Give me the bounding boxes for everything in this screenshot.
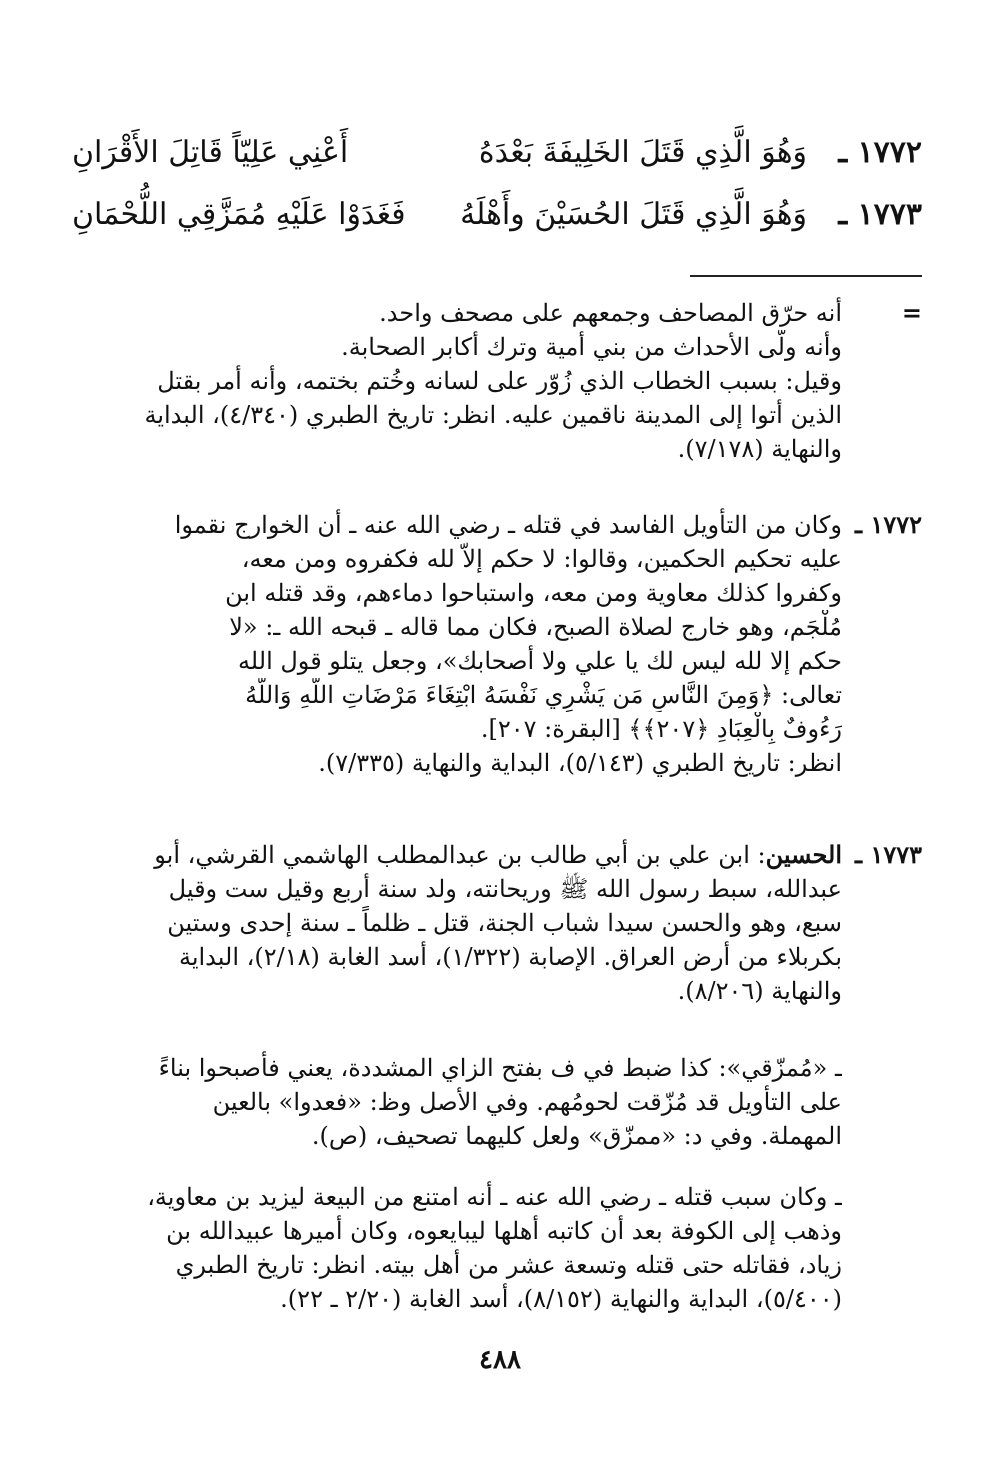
footnote-line: سبع، وهو والحسن سيدا شباب الجنة، قتل ـ ظلماً ـ سنة إحدى وستين — [167, 909, 842, 937]
footnote-line: زياد، فقاتله حتى قتله وتسعة عشر من أهل بيته. انظر: تاريخ الطبري — [175, 1251, 842, 1279]
footnote-body — [74, 296, 842, 466]
verse-first-hemistich: وَهُوَ الَّذِي قَتَلَ الخَلِيفَةَ بَعْدَهُ — [478, 135, 807, 170]
verse-number: ١٧٧٢ ـ — [838, 135, 922, 170]
footnote-term: الحسين — [765, 840, 842, 869]
verse-number: ١٧٧٣ ـ — [838, 197, 922, 232]
footnote-line: بكربلاء من أرض العراق. الإصابة (١/٣٢٢)، أسد الغابة (٢/١٨)، البداية — [178, 943, 842, 971]
footnote — [74, 508, 922, 780]
footnote-line: والنهاية (٨/٢٠٦). — [677, 977, 842, 1005]
footnote-body — [74, 508, 842, 780]
footnote-line: (٥/٤٠٠)، البداية والنهاية (٨/١٥٢)، أسد الغابة (٢/٢٠ ـ ٢٢). — [280, 1285, 842, 1313]
footnote-separator — [690, 275, 922, 277]
footnote-line: وكان من التأويل الفاسد في قتله ـ رضي الله عنه ـ أن الخوارج نقموا — [174, 511, 842, 539]
footnote-body — [74, 1051, 842, 1153]
footnote-line: مُلْجَم، وهو خارج لصلاة الصبح، فكان مما قاله ـ قبحه الله ـ: «لا — [229, 613, 842, 641]
verse-line — [72, 190, 922, 240]
footnote-body — [74, 838, 842, 1008]
footnote-line: على التأويل قد مُزّقت لحومُهم. وفي الأصل وظ: «فعدوا» بالعين — [212, 1088, 842, 1116]
footnote-line: والنهاية (٧/١٧٨). — [677, 435, 842, 463]
footnote-line: رَءُوفٌ بِالْعِبَادِ ﴿٢٠٧﴾﴾ [البقرة: ٢٠٧]. — [480, 715, 842, 743]
footnote-number: ١٧٧٣ ـ — [855, 840, 922, 869]
verse-line — [72, 128, 922, 178]
footnote-line: وذهب إلى الكوفة بعد أن كاتبه أهلها ليبايعوه، وكان أميرها عبيدالله بن — [166, 1217, 842, 1245]
footnote-line: انظر: تاريخ الطبري (٥/١٤٣)، البداية والنهاية (٧/٣٣٥). — [318, 749, 842, 777]
footnote — [74, 296, 922, 466]
footnote-continuation-marker: = — [901, 298, 922, 327]
footnote — [74, 838, 922, 1008]
footnote-line: المهملة. وفي د: «ممزّق» ولعل كليهما تصحيف، (ص). — [311, 1122, 842, 1150]
verse-second-hemistich: أَعْنِي عَلِيّاً قَاتِلَ الأَقْرَانِ — [72, 135, 349, 170]
footnote-line-text: : ابن علي بن أبي طالب بن عبدالمطلب الهاشمي القرشي، أبو — [154, 841, 766, 869]
verse-second-hemistich: فَغَدَوْا عَلَيْهِ مُمَزَّقِي اللُّحْمَانِ — [72, 197, 406, 232]
footnote-line: وكفروا كذلك معاوية ومن معه، واستباحوا دماءهم، وقد قتله ابن — [225, 579, 842, 607]
footnote-line: عبدالله، سبط رسول الله ﷺ وريحانته، ولد سنة أربع وقيل ست وقيل — [168, 875, 842, 903]
footnote-line: أنه حرّق المصاحف وجمعهم على مصحف واحد. — [379, 299, 842, 327]
footnote-line: وأنه ولّى الأحداث من بني أمية وترك أكابر الصحابة. — [341, 333, 842, 361]
page-number: ٤٨٨ — [479, 1345, 521, 1375]
footnote-line: ـ «مُمزّقي»: كذا ضبط في ف بفتح الزاي المشددة، يعني فأصبحوا بناءً — [158, 1054, 842, 1082]
footnote-line: وقيل: بسبب الخطاب الذي زُوّر على لسانه وخُتم بختمه، وأنه أمر بقتل — [157, 367, 842, 395]
footnote-number: ١٧٧٢ ـ — [855, 510, 922, 539]
footnote-line — [74, 838, 842, 872]
footnote-line: ـ وكان سبب قتله ـ رضي الله عنه ـ أنه امتنع من البيعة ليزيد بن معاوية، — [147, 1183, 842, 1211]
footnote-line: الذين أتوا إلى المدينة ناقمين عليه. انظر: تاريخ الطبري (٤/٣٤٠)، البداية — [144, 401, 842, 429]
footnote — [74, 1051, 922, 1153]
footnote-line: تعالى: ﴿وَمِنَ النَّاسِ مَن يَشْرِي نَفْسَهُ ابْتِغَاءَ مَرْضَاتِ اللَّهِ وَاللَّهُ — [245, 681, 842, 709]
footnote — [74, 1180, 922, 1316]
verse-first-hemistich: وَهُوَ الَّذِي قَتَلَ الحُسَيْنَ وأَهْلَهُ — [460, 197, 807, 232]
footnote-body — [74, 1180, 842, 1316]
footnote-line: حكم إلا لله ليس لك يا علي ولا أصحابك»، وجعل يتلو قول الله — [237, 647, 842, 675]
footnote-line: عليه تحكيم الحكمين، وقالوا: لا حكم إلاّ لله فكفروه ومن معه، — [241, 545, 842, 573]
